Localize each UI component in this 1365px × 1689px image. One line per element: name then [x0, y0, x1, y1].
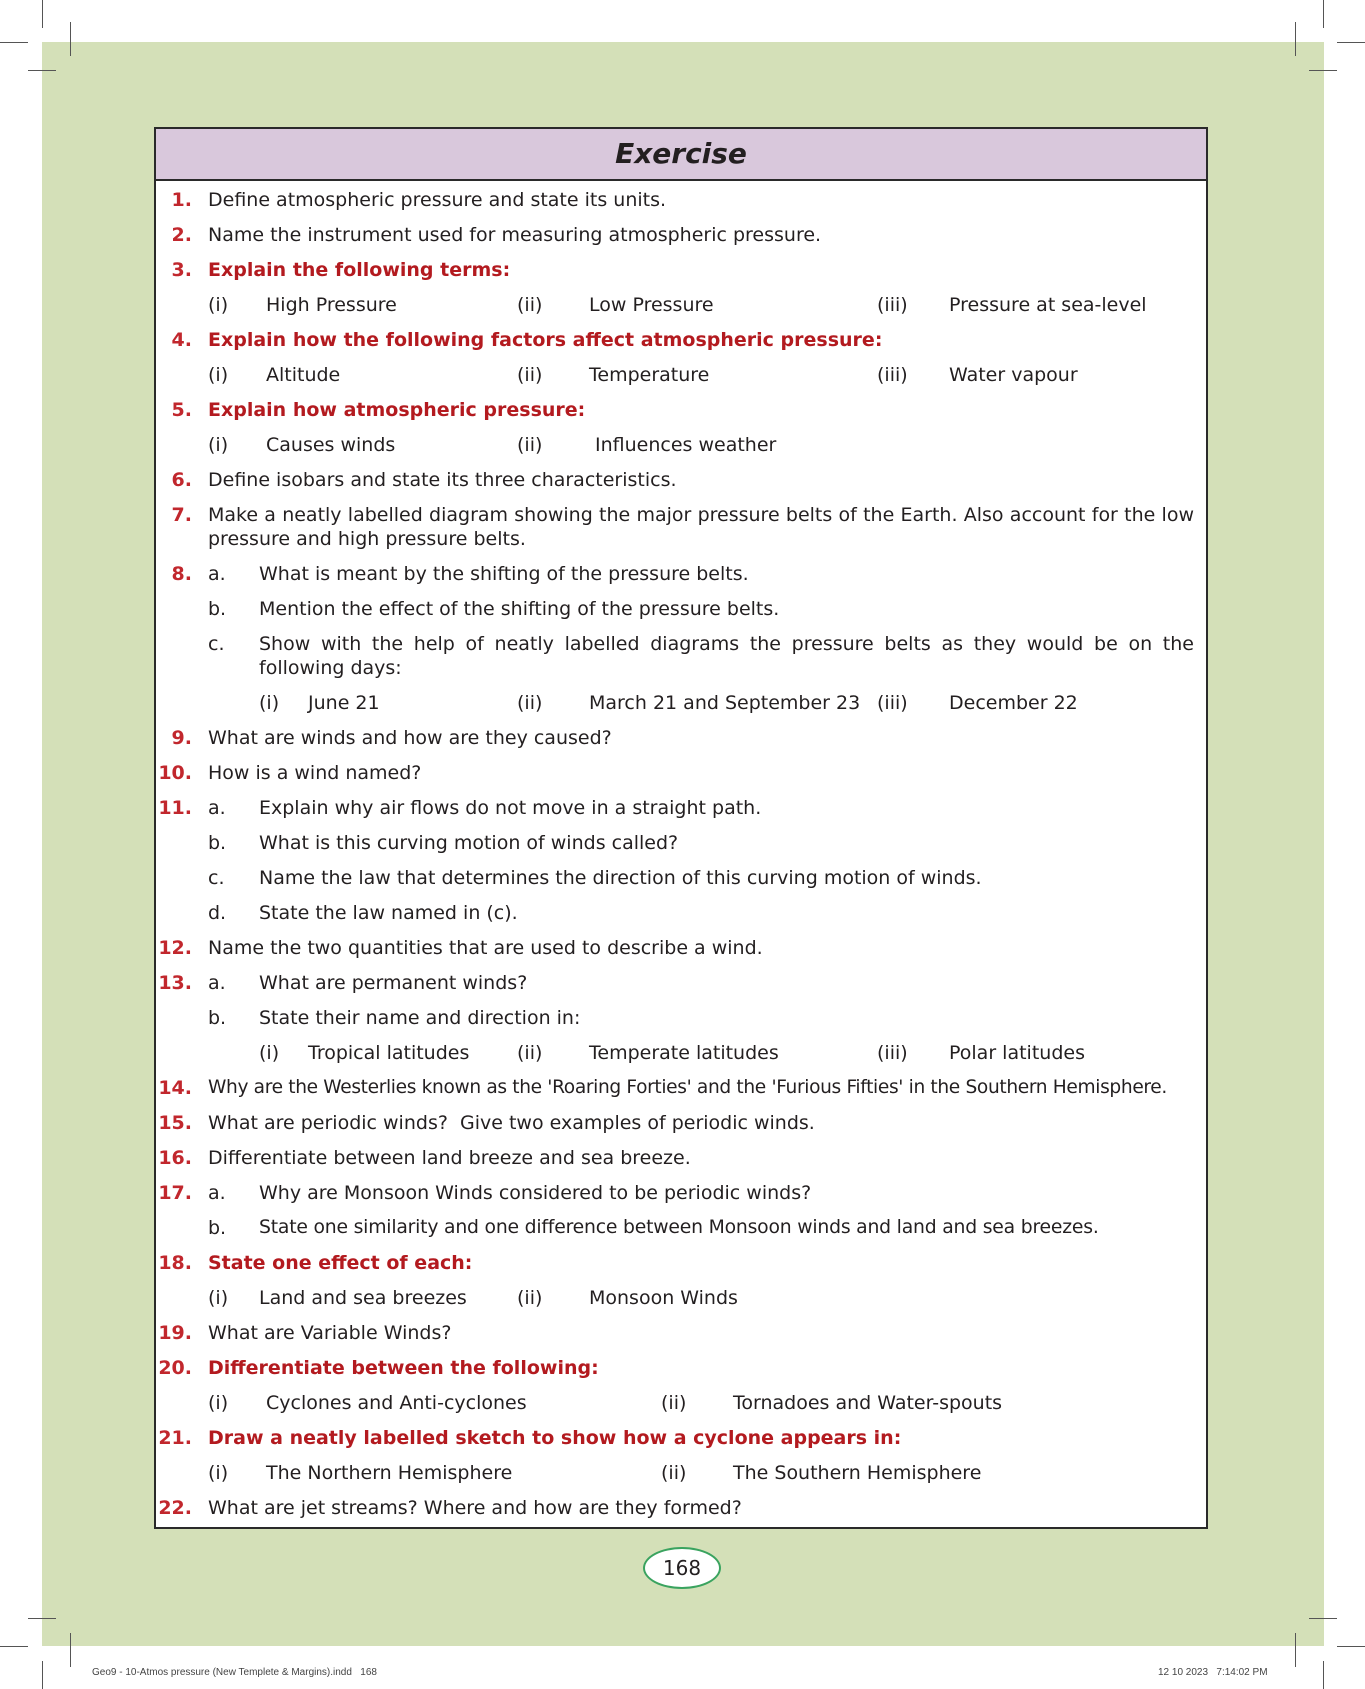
crop-mark: [42, 0, 43, 28]
question-number: 3.: [171, 259, 192, 281]
question-text: Explain how atmospheric pressure:: [208, 399, 586, 421]
sub-letter: c.: [208, 633, 225, 655]
option-text: March 21 and September 23: [589, 692, 861, 714]
option-text: Altitude: [266, 364, 341, 386]
option-mark: (i): [208, 434, 229, 456]
option-mark: (i): [208, 1287, 229, 1309]
question-text: Show with the help of neatly labelled diagrams the pressure belts as they would be on the following days:: [259, 633, 1194, 679]
option-mark: (ii): [661, 1462, 687, 1484]
sub-letter: a.: [208, 563, 226, 585]
option-text: Temperate latitudes: [589, 1042, 779, 1064]
option-text: Influences weather: [595, 434, 777, 456]
crop-mark: [1295, 1633, 1296, 1667]
sub-letter: a.: [208, 1182, 226, 1204]
question-text: Name the instrument used for measuring atmospheric pressure.: [208, 224, 822, 246]
option-text: Pressure at sea-level: [949, 294, 1147, 316]
question-number: 20.: [158, 1357, 192, 1379]
question-number: 14.: [158, 1077, 192, 1099]
sub-letter: b.: [208, 1217, 227, 1239]
question-text: Differentiate between the following:: [208, 1357, 599, 1379]
sub-letter: a.: [208, 972, 226, 994]
question-number: 1.: [171, 189, 192, 211]
question-text: State their name and direction in:: [259, 1007, 581, 1029]
page-number: 168: [643, 1547, 721, 1589]
question-text: Define atmospheric pressure and state its units.: [208, 189, 667, 211]
question-text: Name the two quantities that are used to describe a wind.: [208, 937, 763, 959]
crop-mark: [1337, 42, 1365, 43]
crop-mark: [1337, 1646, 1365, 1647]
crop-mark: [1309, 1618, 1337, 1619]
crop-mark: [42, 1661, 43, 1689]
question-text: What is this curving motion of winds called?: [259, 832, 679, 854]
question-text: Name the law that determines the direction of this curving motion of winds.: [259, 867, 982, 889]
option-text: Land and sea breezes: [259, 1287, 467, 1309]
question-number: 9.: [171, 727, 192, 749]
option-mark: (iii): [877, 294, 908, 316]
question-text: Explain the following terms:: [208, 259, 511, 281]
option-text: December 22: [949, 692, 1078, 714]
crop-mark: [70, 22, 71, 56]
question-text: Differentiate between land breeze and sea breeze.: [208, 1147, 691, 1169]
question-text: Mention the effect of the shifting of the pressure belts.: [259, 598, 780, 620]
option-text: Temperature: [589, 364, 710, 386]
sub-letter: b.: [208, 1007, 227, 1029]
question-text: State one effect of each:: [208, 1252, 473, 1274]
question-number: 11.: [158, 797, 192, 819]
option-text: High Pressure: [266, 294, 397, 316]
question-text: What is meant by the shifting of the pressure belts.: [259, 563, 749, 585]
crop-mark: [28, 1618, 56, 1619]
question-number: 12.: [158, 937, 192, 959]
crop-mark: [28, 70, 56, 71]
option-mark: (i): [259, 1042, 280, 1064]
sub-letter: b.: [208, 598, 227, 620]
option-text: Low Pressure: [589, 294, 714, 316]
footer-timestamp: 12 10 2023 7:14:02 PM: [1158, 1667, 1268, 1678]
option-mark: (i): [208, 1462, 229, 1484]
option-mark: (ii): [517, 294, 543, 316]
question-number: 2.: [171, 224, 192, 246]
question-number: 8.: [171, 563, 192, 585]
option-mark: (i): [208, 294, 229, 316]
option-text: Tornadoes and Water-spouts: [733, 1392, 1003, 1414]
question-text: Why are Monsoon Winds considered to be periodic winds?: [259, 1182, 812, 1204]
sub-letter: b.: [208, 832, 227, 854]
question-text: How is a wind named?: [208, 762, 422, 784]
option-text: The Southern Hemisphere: [733, 1462, 982, 1484]
option-text: Tropical latitudes: [308, 1042, 470, 1064]
option-mark: (i): [208, 1392, 229, 1414]
option-mark: (ii): [517, 692, 543, 714]
crop-mark: [1323, 1661, 1324, 1689]
option-mark: (ii): [517, 434, 543, 456]
option-mark: (ii): [517, 364, 543, 386]
option-text: Monsoon Winds: [589, 1287, 738, 1309]
question-number: 15.: [158, 1112, 192, 1134]
question-number: 21.: [158, 1427, 192, 1449]
question-text: What are winds and how are they caused?: [208, 727, 612, 749]
exercise-title: Exercise: [156, 129, 1206, 181]
sub-letter: c.: [208, 867, 225, 889]
question-text: Draw a neatly labelled sketch to show how a cyclone appears in:: [208, 1427, 902, 1449]
crop-mark: [1323, 0, 1324, 28]
crop-mark: [1295, 22, 1296, 56]
question-number: 5.: [171, 399, 192, 421]
question-number: 16.: [158, 1147, 192, 1169]
option-text: Cyclones and Anti-cyclones: [266, 1392, 527, 1414]
question-number: 13.: [158, 972, 192, 994]
question-number: 6.: [171, 469, 192, 491]
option-text: June 21: [308, 692, 380, 714]
question-text: What are jet streams? Where and how are they formed?: [208, 1497, 742, 1519]
crop-mark: [70, 1633, 71, 1667]
question-number: 4.: [171, 329, 192, 351]
question-number: 7.: [171, 504, 192, 526]
option-mark: (iii): [877, 364, 908, 386]
crop-mark: [0, 1646, 28, 1647]
option-mark: (i): [259, 692, 280, 714]
sub-letter: a.: [208, 797, 226, 819]
crop-mark: [1309, 70, 1337, 71]
question-text: What are Variable Winds?: [208, 1322, 452, 1344]
question-text: What are permanent winds?: [259, 972, 528, 994]
question-text: Define isobars and state its three characteristics.: [208, 469, 677, 491]
option-text: The Northern Hemisphere: [266, 1462, 513, 1484]
option-text: Causes winds: [266, 434, 396, 456]
question-number: 22.: [158, 1497, 192, 1519]
question-text: Explain how the following factors affect atmospheric pressure:: [208, 329, 883, 351]
option-mark: (i): [208, 364, 229, 386]
question-number: 18.: [158, 1252, 192, 1274]
question-number: 17.: [158, 1182, 192, 1204]
option-mark: (ii): [517, 1042, 543, 1064]
question-text: Why are the Westerlies known as the 'Roaring Forties' and the 'Furious Fifties' in the Southern Hemisphere.: [208, 1077, 1167, 1098]
question-number: 10.: [158, 762, 192, 784]
question-text: What are periodic winds? Give two examples of periodic winds.: [208, 1112, 815, 1134]
option-mark: (iii): [877, 1042, 908, 1064]
option-mark: (iii): [877, 692, 908, 714]
option-text: Polar latitudes: [949, 1042, 1085, 1064]
question-text: State the law named in (c).: [259, 902, 518, 924]
option-mark: (ii): [517, 1287, 543, 1309]
crop-mark: [0, 42, 28, 43]
question-text: Explain why air flows do not move in a straight path.: [259, 797, 762, 819]
question-text: Make a neatly labelled diagram showing the major pressure belts of the Earth. Also account for the low pressure and high pressure belts.: [208, 504, 1194, 550]
option-text: Water vapour: [949, 364, 1078, 386]
question-number: 19.: [158, 1322, 192, 1344]
footer-file-info: Geo9 - 10-Atmos pressure (New Templete & Margins).indd 168: [92, 1667, 377, 1678]
question-text: State one similarity and one difference between Monsoon winds and land and sea breezes.: [259, 1217, 1099, 1238]
option-mark: (ii): [661, 1392, 687, 1414]
sub-letter: d.: [208, 902, 227, 924]
